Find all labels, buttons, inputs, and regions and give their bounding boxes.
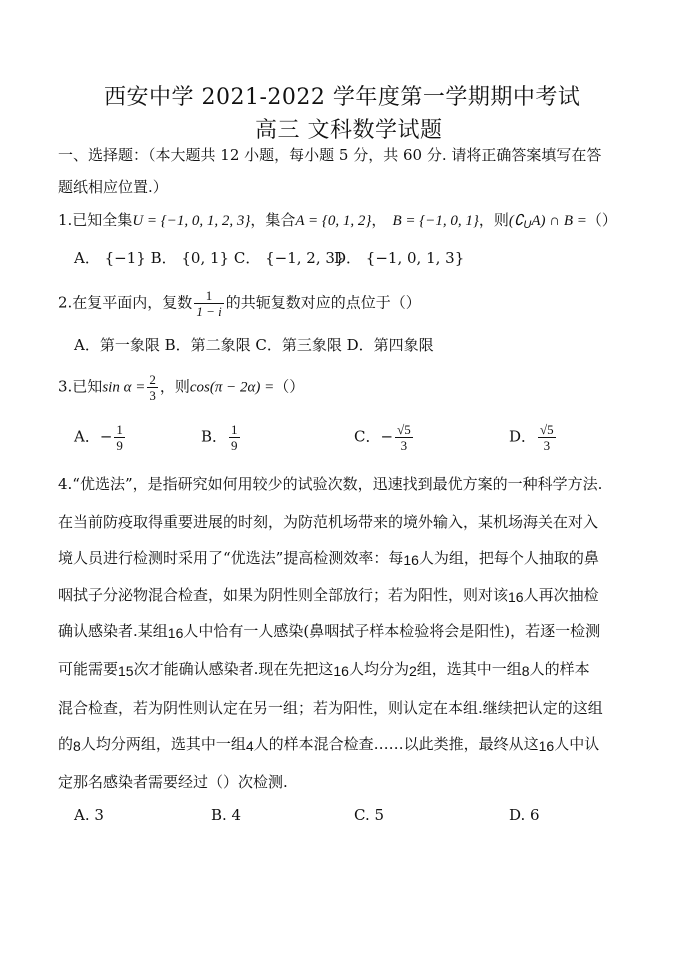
q2-options: A．第一象限 B．第二象限 C．第三象限 D．第四象限 bbox=[74, 336, 434, 354]
q4-number-2: 2 bbox=[408, 663, 417, 679]
question-2 bbox=[58, 288, 421, 319]
q3-option-b-fraction bbox=[229, 422, 240, 453]
q2-fraction-den: 1 − i bbox=[196, 304, 222, 319]
q2-fraction bbox=[194, 288, 223, 319]
q4-number-16: 16 bbox=[167, 625, 184, 641]
q4-number-8: 8 bbox=[521, 663, 530, 679]
q4-line-5-a: 确认感染者.某组 bbox=[58, 622, 168, 640]
q3-option-c-den: 3 bbox=[395, 437, 413, 453]
q4-line-5 bbox=[58, 624, 600, 640]
q3-option-a-num: 1 bbox=[116, 422, 123, 437]
q1-option-d: D． {−1, 0, 1, 3} bbox=[334, 249, 465, 267]
q4-number-4: 4 bbox=[245, 738, 254, 754]
q4-number-16: 16 bbox=[403, 552, 419, 568]
q3-option-d-label: D． bbox=[509, 427, 537, 446]
q3-fraction-num: 2 bbox=[149, 372, 156, 387]
q4-line-3-b: 人为组，把每个人抽取的鼻 bbox=[418, 549, 599, 567]
q4-line-1: 4.“优选法”，是指研究如何用较少的试验次数，迅速找到最优方案的一种科学方法. bbox=[58, 475, 603, 493]
q3-option-c-sign: − bbox=[380, 427, 394, 446]
q4-line-3 bbox=[58, 551, 599, 567]
q4-line-8 bbox=[58, 737, 599, 753]
q4-option-d: D. 6 bbox=[509, 806, 540, 824]
q4-line-4-a: 咽拭子分泌物混合检查，如果为阴性则全部放行；若为阳性，则对该 bbox=[58, 586, 509, 604]
q4-line-6-d: 组，选其中一组 bbox=[416, 660, 522, 678]
q3-option-b bbox=[201, 422, 242, 453]
q3-option-b-num: 1 bbox=[231, 422, 238, 437]
q3-sin: sin α = bbox=[102, 379, 146, 396]
q2-fraction-num: 1 bbox=[205, 288, 213, 303]
q4-option-a: A. 3 bbox=[74, 806, 104, 824]
q1-mid: ，集合 bbox=[250, 211, 296, 229]
q4-line-8-b: 人均分两组，选其中一组 bbox=[80, 735, 246, 753]
q3-fraction bbox=[147, 372, 158, 403]
q1-mid2: ，则 bbox=[478, 211, 509, 229]
q1-prefix: 1.已知全集 bbox=[58, 211, 133, 229]
q2-suffix: 的共轭复数对应的点位于（） bbox=[225, 293, 421, 312]
question-3 bbox=[58, 372, 304, 403]
q4-number-8: 8 bbox=[73, 738, 81, 754]
q3-option-b-label: B． bbox=[201, 427, 228, 446]
section-heading-cont: 题纸相应位置.） bbox=[58, 178, 168, 196]
q3-answer-paren: （） bbox=[274, 377, 305, 396]
page-title: 西安中学 2021-2022 学年度第一学期期中考试 bbox=[104, 85, 581, 110]
q1-answer-paren: （） bbox=[586, 211, 617, 229]
q4-line-5-b: 人中恰有一人感染(鼻咽拭子样本检验将会是阳性)，若逐一检测 bbox=[183, 622, 601, 640]
q4-line-4-b: 人再次抽检 bbox=[523, 586, 599, 604]
q4-number-16: 16 bbox=[333, 663, 349, 679]
q4-line-6-e: 人的样本 bbox=[529, 660, 590, 678]
q1-sep: ， bbox=[371, 211, 387, 229]
q3-option-a-label: A． bbox=[74, 427, 100, 446]
q3-option-c-num: √5 bbox=[397, 422, 411, 437]
q1-universal-set: U = {−1, 0, 1, 2, 3} bbox=[132, 213, 251, 229]
q4-line-6 bbox=[58, 662, 590, 678]
q4-line-6-a: 可能需要 bbox=[58, 660, 119, 678]
q4-line-9: 定那名感染者需要经过（）次检测. bbox=[58, 773, 288, 791]
q4-line-8-c: 人的样本混合检查……以此类推，最终从这 bbox=[253, 735, 539, 753]
q1-expr-sub: U bbox=[523, 219, 532, 231]
q1-options: A． {−1} B． {0, 1} C． {−1, 2, 3} bbox=[74, 249, 345, 267]
q3-option-d-den: 3 bbox=[538, 437, 556, 453]
q4-line-8-d: 人中认 bbox=[554, 735, 600, 753]
q4-line-6-c: 人均分为 bbox=[348, 660, 409, 678]
q3-option-a-sign: − bbox=[99, 427, 113, 446]
q3-prefix: 3.已知 bbox=[58, 377, 103, 396]
q1-expr: (∁ bbox=[508, 213, 524, 229]
q1-set-b: B = {−1, 0, 1} bbox=[392, 213, 479, 229]
q3-option-c-fraction bbox=[395, 422, 413, 453]
section-heading: 一、选择题：（本大题共 12 小题，每小题 5 分，共 60 分. 请将正确答案填写在答 bbox=[58, 146, 602, 164]
q4-number-16: 16 bbox=[508, 589, 524, 605]
q4-option-b: B. 4 bbox=[211, 806, 242, 824]
q1-set-a: A = {0, 1, 2} bbox=[295, 213, 372, 229]
q3-option-a bbox=[74, 422, 127, 453]
q4-number-16: 16 bbox=[538, 738, 555, 754]
q4-line-6-b: 次才能确认感染者.现在先把这 bbox=[133, 660, 334, 678]
q4-line-4 bbox=[58, 588, 599, 604]
q4-line-3-a: 境人员进行检测时采用了“优选法”提高检测效率：每 bbox=[58, 549, 404, 567]
q3-option-a-fraction bbox=[114, 422, 125, 453]
q4-line-8-a: 的 bbox=[58, 735, 74, 753]
q2-prefix: 2.在复平面内，复数 bbox=[58, 293, 193, 312]
q3-option-c-label: C． bbox=[354, 427, 381, 446]
q3-option-d-num: √5 bbox=[540, 422, 554, 437]
q1-expr-end: A) ∩ B = bbox=[531, 213, 587, 229]
q3-option-d bbox=[509, 422, 558, 453]
q3-cos: cos(π − 2α) = bbox=[189, 379, 275, 396]
q3-mid: ，则 bbox=[159, 377, 190, 396]
q3-option-c bbox=[354, 422, 415, 453]
question-1 bbox=[58, 213, 617, 231]
q4-option-c: C. 5 bbox=[354, 806, 385, 824]
q3-fraction-den: 3 bbox=[149, 388, 156, 403]
q3-option-b-den: 9 bbox=[231, 438, 238, 453]
page-subtitle: 高三 文科数学试题 bbox=[255, 118, 443, 143]
q4-line-7: 混合检查，若为阴性则认定在另一组；若为阳性，则认定在本组.继续把认定的这组 bbox=[58, 699, 603, 717]
q3-option-d-fraction bbox=[538, 422, 556, 453]
q4-number-15: 15 bbox=[118, 663, 134, 679]
q3-option-a-den: 9 bbox=[116, 438, 123, 453]
q4-line-2: 在当前防疫取得重要进展的时刻，为防范机场带来的境外输入，某机场海关在对入 bbox=[58, 513, 599, 531]
